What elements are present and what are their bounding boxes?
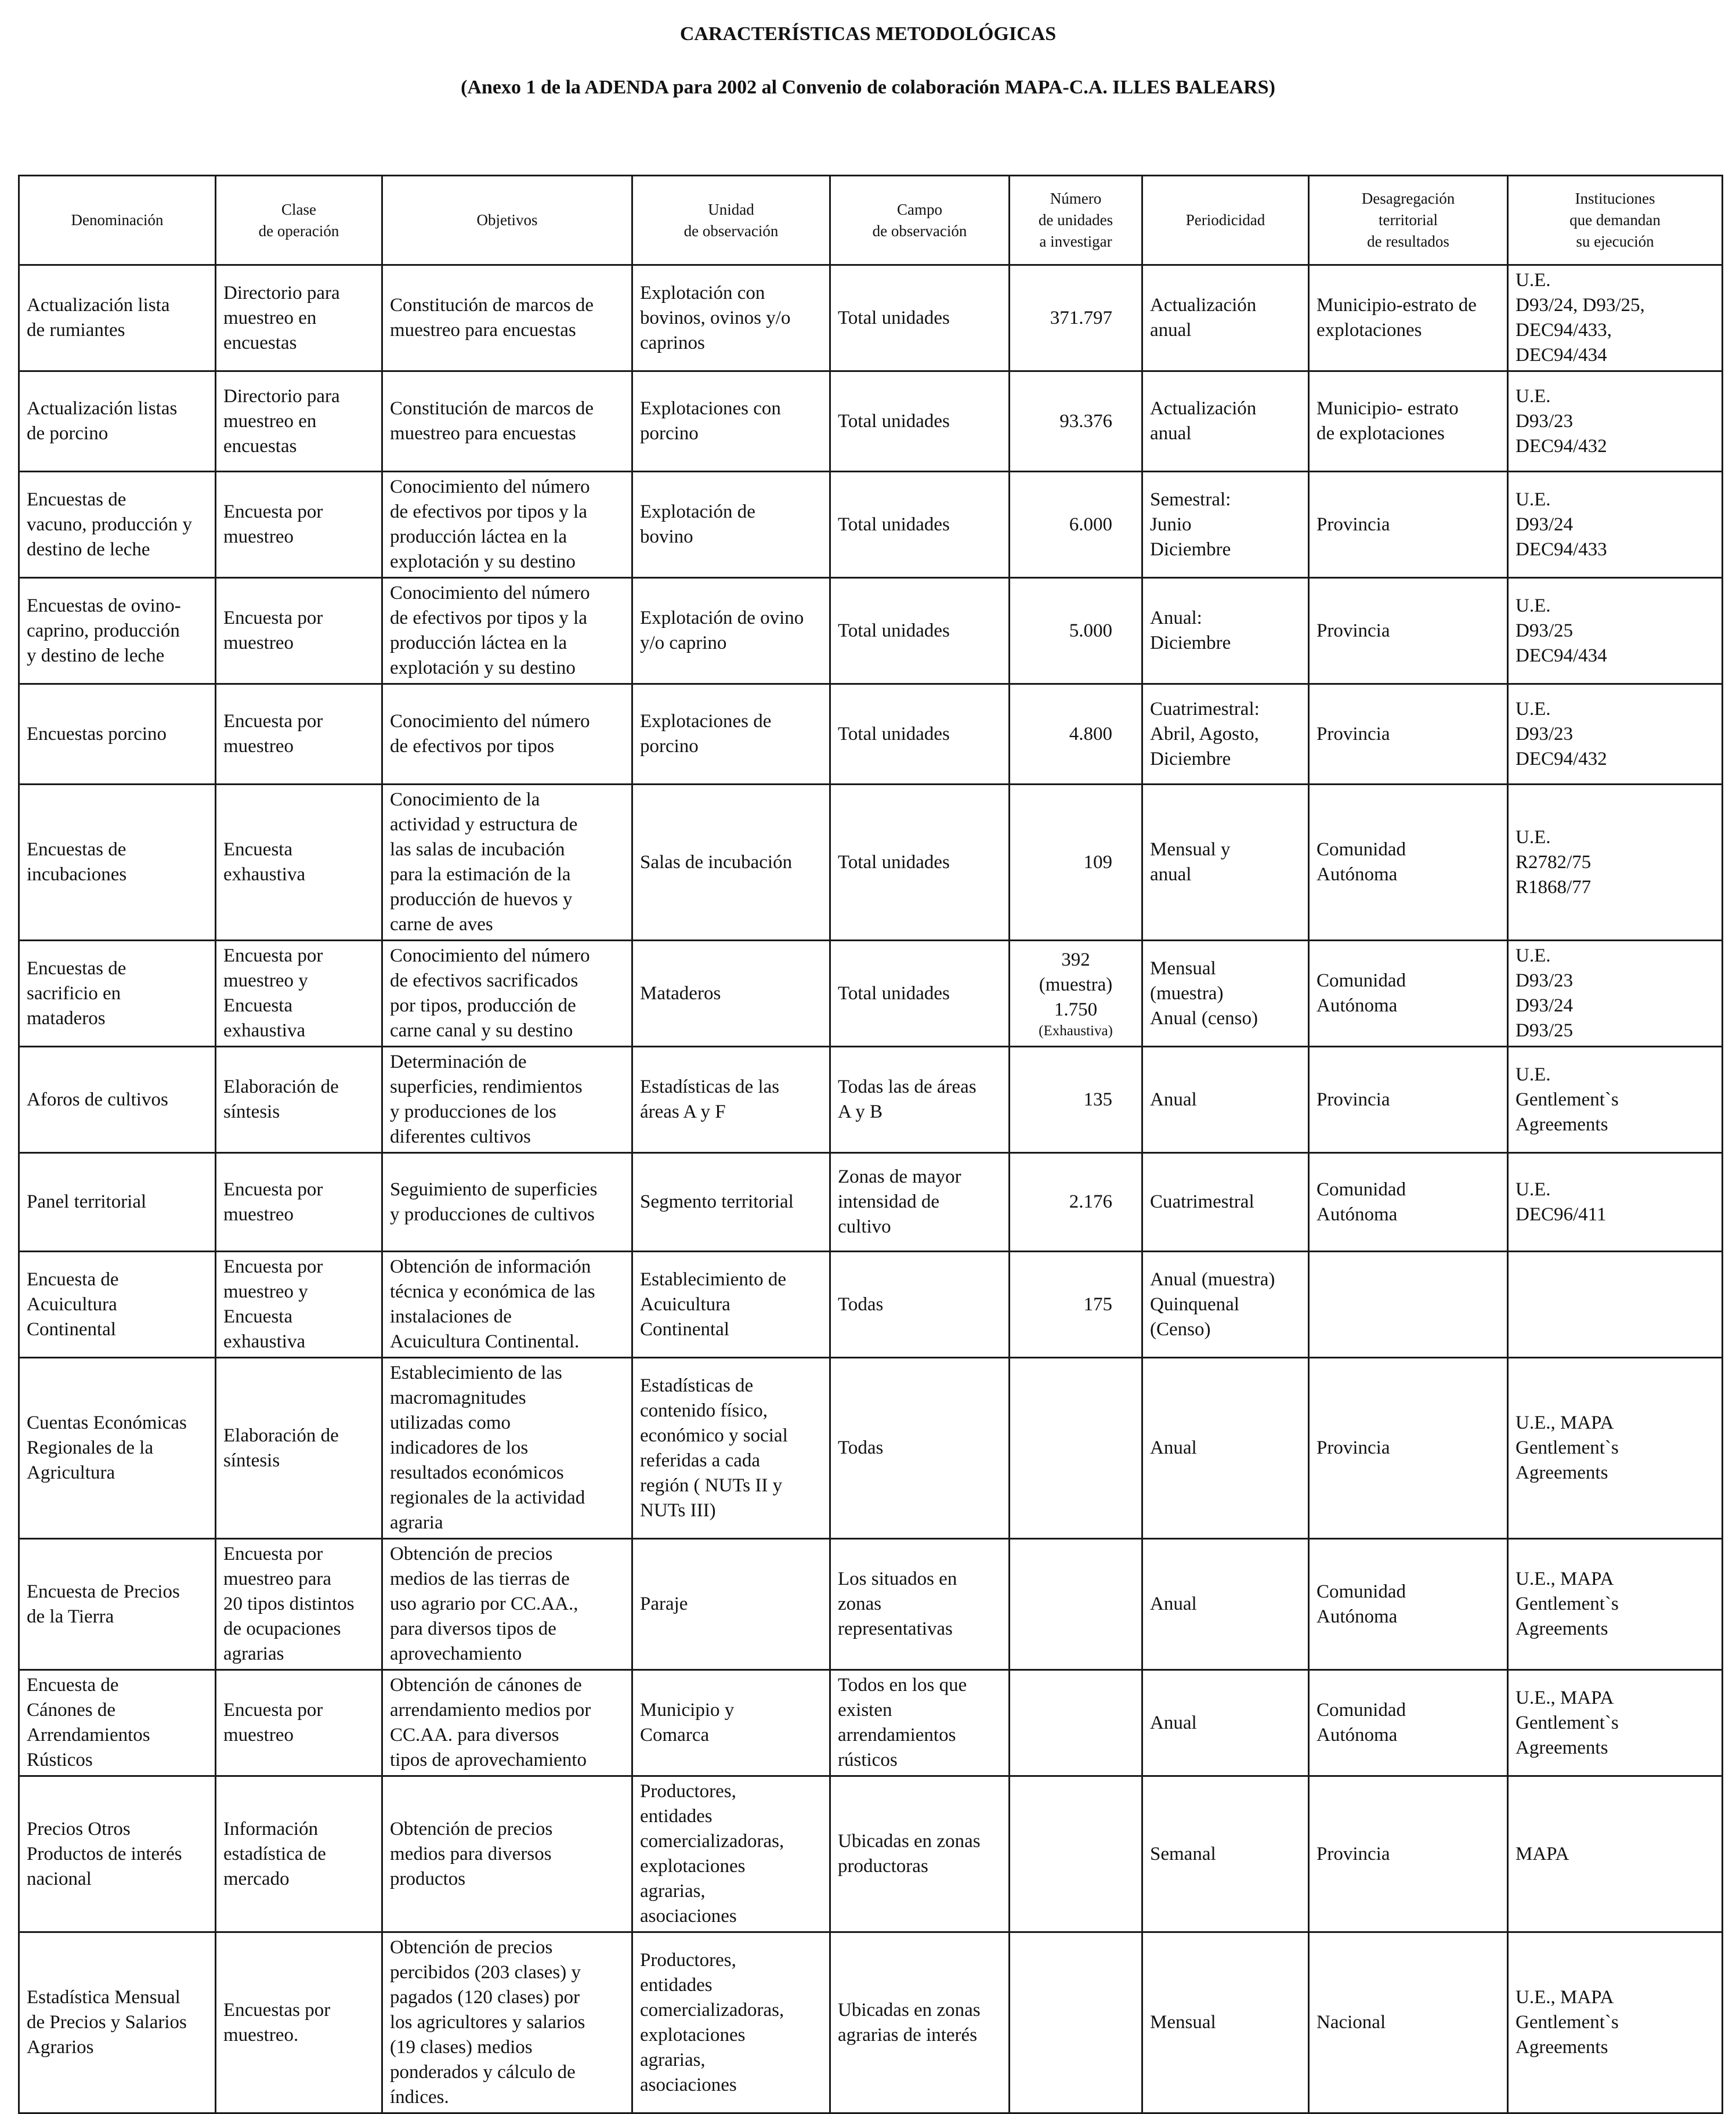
- cell-objetivos: Seguimiento de superficies y producciones de cultivos: [382, 1153, 632, 1252]
- cell-periodicidad: Semestral: Junio Diciembre: [1142, 472, 1309, 578]
- cell-instituciones: U.E. D93/24, D93/25, DEC94/433, DEC94/434: [1508, 265, 1723, 371]
- cell-clase-operacion: Encuesta por muestreo para 20 tipos distintos de ocupaciones agrarias: [216, 1539, 382, 1670]
- cell-clase-operacion: Encuesta por muestreo: [216, 1670, 382, 1776]
- cell-numero-unidades: [1010, 1670, 1142, 1776]
- cell-numero-unidades: [1010, 941, 1142, 1047]
- cell-denominacion: Precios Otros Productos de interés nacional: [19, 1776, 216, 1932]
- cell-periodicidad: Mensual y anual: [1142, 785, 1309, 941]
- cell-desagregacion-territorial: Comunidad Autónoma: [1309, 1153, 1508, 1252]
- cell-denominacion: Encuestas de sacrificio en mataderos: [19, 941, 216, 1047]
- cell-desagregacion-territorial: Municipio-estrato de explotaciones: [1309, 265, 1508, 371]
- column-header-desagregacion-territorial: Desagregación territorial de resultados: [1309, 176, 1508, 265]
- cell-periodicidad: Anual (muestra) Quinquenal (Censo): [1142, 1252, 1309, 1358]
- cell-periodicidad: Cuatrimestral: [1142, 1153, 1309, 1252]
- cell-denominacion: Encuestas de ovino- caprino, producción y destino de leche: [19, 578, 216, 684]
- cell-campo-observacion: Zonas de mayor intensidad de cultivo: [830, 1153, 1010, 1252]
- document-title: CARACTERÍSTICAS METODOLÓGICAS: [679, 23, 1057, 45]
- cell-periodicidad: Actualización anual: [1142, 265, 1309, 371]
- cell-numero-unidades: 371.797: [1010, 265, 1142, 371]
- cell-denominacion: Encuestas de incubaciones: [19, 785, 216, 941]
- cell-instituciones: MAPA: [1508, 1776, 1723, 1932]
- cell-numero-unidades: 2.176: [1010, 1153, 1142, 1252]
- cell-periodicidad: Cuatrimestral: Abril, Agosto, Diciembre: [1142, 684, 1309, 785]
- cell-denominacion: Encuestas de vacuno, producción y destino de leche: [19, 472, 216, 578]
- cell-instituciones: U.E. D93/23 DEC94/432: [1508, 371, 1723, 472]
- cell-desagregacion-territorial: Provincia: [1309, 578, 1508, 684]
- cell-instituciones: U.E., MAPA Gentlement`s Agreements: [1508, 1358, 1723, 1539]
- cell-periodicidad: Actualización anual: [1142, 371, 1309, 472]
- cell-desagregacion-territorial: Provincia: [1309, 684, 1508, 785]
- cell-unidad-observacion: Explotación de ovino y/o caprino: [632, 578, 830, 684]
- cell-instituciones: U.E. D93/25 DEC94/434: [1508, 578, 1723, 684]
- cell-denominacion: Aforos de cultivos: [19, 1047, 216, 1153]
- cell-numero-unidades: 175: [1010, 1252, 1142, 1358]
- cell-denominacion: Estadística Mensual de Precios y Salarios Agrarios: [19, 1932, 216, 2113]
- table-row: [19, 1153, 1723, 1252]
- cell-numero-unidades: [1010, 1776, 1142, 1932]
- cell-numero-unidades: 5.000: [1010, 578, 1142, 684]
- cell-campo-observacion: Total unidades: [830, 941, 1010, 1047]
- cell-campo-observacion: Ubicadas en zonas productoras: [830, 1776, 1010, 1932]
- cell-denominacion: Cuentas Económicas Regionales de la Agricultura: [19, 1358, 216, 1539]
- cell-instituciones: U.E. DEC96/411: [1508, 1153, 1723, 1252]
- cell-objetivos: Obtención de precios medios de las tierras de uso agrario por CC.AA., para diversos tipos de aprovechamiento: [382, 1539, 632, 1670]
- cell-unidad-observacion: Explotaciones de porcino: [632, 684, 830, 785]
- cell-campo-observacion: Ubicadas en zonas agrarias de interés: [830, 1932, 1010, 2113]
- table-row: [19, 1932, 1723, 2113]
- cell-campo-observacion: Total unidades: [830, 684, 1010, 785]
- cell-periodicidad: Anual: [1142, 1670, 1309, 1776]
- cell-unidad-observacion: Segmento territorial: [632, 1153, 830, 1252]
- cell-periodicidad: Anual: [1142, 1539, 1309, 1670]
- cell-unidad-observacion: Estadísticas de contenido físico, económico y social referidas a cada región ( NUTs II y NUTs III): [632, 1358, 830, 1539]
- cell-clase-operacion: Directorio para muestreo en encuestas: [216, 371, 382, 472]
- cell-instituciones: U.E. D93/23 DEC94/432: [1508, 684, 1723, 785]
- table-row: [19, 1047, 1723, 1153]
- cell-campo-observacion: Todas: [830, 1358, 1010, 1539]
- cell-objetivos: Conocimiento de la actividad y estructura de las salas de incubación para la estimación de la producción de huevos y carne de aves: [382, 785, 632, 941]
- cell-unidad-observacion: Municipio y Comarca: [632, 1670, 830, 1776]
- cell-unidad-observacion: Explotaciones con porcino: [632, 371, 830, 472]
- cell-campo-observacion: Los situados en zonas representativas: [830, 1539, 1010, 1670]
- cell-periodicidad: Mensual (muestra) Anual (censo): [1142, 941, 1309, 1047]
- table-row: [19, 941, 1723, 1047]
- cell-unidad-observacion: Mataderos: [632, 941, 830, 1047]
- cell-numero-unidades: [1010, 1358, 1142, 1539]
- table-row: [19, 785, 1723, 941]
- cell-objetivos: Establecimiento de las macromagnitudes utilizadas como indicadores de los resultados económicos regionales de la actividad agraria: [382, 1358, 632, 1539]
- cell-periodicidad: Mensual: [1142, 1932, 1309, 2113]
- table-row: [19, 1670, 1723, 1776]
- cell-unidad-observacion: Productores, entidades comercializadoras, explotaciones agrarias, asociaciones: [632, 1776, 830, 1932]
- cell-numero-unidades: [1010, 1539, 1142, 1670]
- cell-unidad-observacion: Salas de incubación: [632, 785, 830, 941]
- cell-clase-operacion: Elaboración de síntesis: [216, 1047, 382, 1153]
- cell-instituciones: U.E. Gentlement`s Agreements: [1508, 1047, 1723, 1153]
- cell-numero-unidades: 109: [1010, 785, 1142, 941]
- cell-campo-observacion: Todas: [830, 1252, 1010, 1358]
- cell-instituciones: [1508, 1252, 1723, 1358]
- cell-numero-unidades: 4.800: [1010, 684, 1142, 785]
- cell-instituciones: U.E. R2782/75 R1868/77: [1508, 785, 1723, 941]
- cell-clase-operacion: Encuesta por muestreo: [216, 684, 382, 785]
- cell-objetivos: Conocimiento del número de efectivos por tipos: [382, 684, 632, 785]
- cell-campo-observacion: Total unidades: [830, 371, 1010, 472]
- cell-instituciones: U.E., MAPA Gentlement`s Agreements: [1508, 1539, 1723, 1670]
- cell-clase-operacion: Encuesta por muestreo y Encuesta exhaustiva: [216, 1252, 382, 1358]
- cell-clase-operacion: Encuesta exhaustiva: [216, 785, 382, 941]
- column-header-clase-operacion: Clase de operación: [216, 176, 382, 265]
- cell-numero-unidades: 6.000: [1010, 472, 1142, 578]
- cell-unidad-observacion: Explotación de bovino: [632, 472, 830, 578]
- cell-objetivos: Conocimiento del número de efectivos por tipos y la producción láctea en la explotación y su destino: [382, 472, 632, 578]
- cell-clase-operacion: Encuesta por muestreo: [216, 1153, 382, 1252]
- cell-denominacion: Actualización lista de rumiantes: [19, 265, 216, 371]
- table-row: [19, 1776, 1723, 1932]
- cell-periodicidad: Anual: Diciembre: [1142, 578, 1309, 684]
- cell-objetivos: Obtención de precios percibidos (203 clases) y pagados (120 clases) por los agricultores y salarios (19 clases) medios ponderados y cálculo de índices.: [382, 1932, 632, 2113]
- column-header-objetivos: Objetivos: [382, 176, 632, 265]
- cell-campo-observacion: Total unidades: [830, 785, 1010, 941]
- cell-desagregacion-territorial: Comunidad Autónoma: [1309, 1539, 1508, 1670]
- table-row: [19, 472, 1723, 578]
- cell-objetivos: Conocimiento del número de efectivos sacrificados por tipos, producción de carne canal y su destino: [382, 941, 632, 1047]
- cell-numero-unidades: 93.376: [1010, 371, 1142, 472]
- column-header-instituciones: Instituciones que demandan su ejecución: [1508, 176, 1723, 265]
- cell-clase-operacion: Encuesta por muestreo: [216, 578, 382, 684]
- cell-campo-observacion: Todos en los que existen arrendamientos rústicos: [830, 1670, 1010, 1776]
- cell-instituciones: U.E., MAPA Gentlement`s Agreements: [1508, 1932, 1723, 2113]
- table-row: [19, 578, 1723, 684]
- cell-objetivos: Constitución de marcos de muestreo para encuestas: [382, 371, 632, 472]
- cell-objetivos: Constitución de marcos de muestreo para encuestas: [382, 265, 632, 371]
- cell-desagregacion-territorial: Provincia: [1309, 472, 1508, 578]
- cell-desagregacion-territorial: Nacional: [1309, 1932, 1508, 2113]
- cell-desagregacion-territorial: Comunidad Autónoma: [1309, 1670, 1508, 1776]
- cell-clase-operacion: Elaboración de síntesis: [216, 1358, 382, 1539]
- cell-number-note: (Exhaustiva): [1039, 1022, 1113, 1039]
- table-row: [19, 684, 1723, 785]
- cell-desagregacion-territorial: Provincia: [1309, 1358, 1508, 1539]
- cell-objetivos: Obtención de precios medios para diversos productos: [382, 1776, 632, 1932]
- cell-unidad-observacion: Paraje: [632, 1539, 830, 1670]
- cell-objetivos: Conocimiento del número de efectivos por tipos y la producción láctea en la explotación y su destino: [382, 578, 632, 684]
- cell-instituciones: U.E. D93/24 DEC94/433: [1508, 472, 1723, 578]
- cell-clase-operacion: Encuesta por muestreo y Encuesta exhaustiva: [216, 941, 382, 1047]
- cell-periodicidad: Anual: [1142, 1047, 1309, 1153]
- cell-unidad-observacion: Estadísticas de las áreas A y F: [632, 1047, 830, 1153]
- cell-denominacion: Actualización listas de porcino: [19, 371, 216, 472]
- methodology-table: [18, 175, 1723, 2114]
- cell-campo-observacion: Todas las de áreas A y B: [830, 1047, 1010, 1153]
- cell-campo-observacion: Total unidades: [830, 265, 1010, 371]
- cell-instituciones: U.E. D93/23 D93/24 D93/25: [1508, 941, 1723, 1047]
- cell-number-value: 392 (muestra) 1.750: [1039, 949, 1113, 1020]
- cell-denominacion: Encuesta de Cánones de Arrendamientos Rústicos: [19, 1670, 216, 1776]
- cell-unidad-observacion: Establecimiento de Acuicultura Continental: [632, 1252, 830, 1358]
- cell-clase-operacion: Directorio para muestreo en encuestas: [216, 265, 382, 371]
- cell-objetivos: Determinación de superficies, rendimientos y producciones de los diferentes cultivos: [382, 1047, 632, 1153]
- cell-objetivos: Obtención de cánones de arrendamiento medios por CC.AA. para diversos tipos de aprovechamiento: [382, 1670, 632, 1776]
- cell-denominacion: Encuestas porcino: [19, 684, 216, 785]
- table-row: [19, 371, 1723, 472]
- cell-clase-operacion: Encuestas por muestreo.: [216, 1932, 382, 2113]
- table-row: [19, 265, 1723, 371]
- column-header-campo-observacion: Campo de observación: [830, 176, 1010, 265]
- cell-desagregacion-territorial: [1309, 1252, 1508, 1358]
- cell-numero-unidades: [1010, 1932, 1142, 2113]
- cell-unidad-observacion: Explotación con bovinos, ovinos y/o caprinos: [632, 265, 830, 371]
- cell-instituciones: U.E., MAPA Gentlement`s Agreements: [1508, 1670, 1723, 1776]
- table-row: [19, 1358, 1723, 1539]
- column-header-periodicidad: Periodicidad: [1142, 176, 1309, 265]
- cell-objetivos: Obtención de información técnica y económica de las instalaciones de Acuicultura Continental.: [382, 1252, 632, 1358]
- cell-denominacion: Panel territorial: [19, 1153, 216, 1252]
- table-row: [19, 1252, 1723, 1358]
- cell-desagregacion-territorial: Provincia: [1309, 1047, 1508, 1153]
- cell-campo-observacion: Total unidades: [830, 578, 1010, 684]
- cell-unidad-observacion: Productores, entidades comercializadoras, explotaciones agrarias, asociaciones: [632, 1932, 830, 2113]
- document-subtitle: (Anexo 1 de la ADENDA para 2002 al Convenio de colaboración MAPA-C.A. ILLES BALEARS): [461, 77, 1275, 98]
- column-header-numero-unidades: Número de unidades a investigar: [1010, 176, 1142, 265]
- table-header-row: [19, 176, 1723, 265]
- cell-desagregacion-territorial: Comunidad Autónoma: [1309, 941, 1508, 1047]
- cell-denominacion: Encuesta de Precios de la Tierra: [19, 1539, 216, 1670]
- cell-denominacion: Encuesta de Acuicultura Continental: [19, 1252, 216, 1358]
- cell-desagregacion-territorial: Comunidad Autónoma: [1309, 785, 1508, 941]
- cell-periodicidad: Semanal: [1142, 1776, 1309, 1932]
- cell-numero-unidades: 135: [1010, 1047, 1142, 1153]
- column-header-denominacion: Denominación: [19, 176, 216, 265]
- cell-desagregacion-territorial: Provincia: [1309, 1776, 1508, 1932]
- cell-campo-observacion: Total unidades: [830, 472, 1010, 578]
- cell-clase-operacion: Encuesta por muestreo: [216, 472, 382, 578]
- cell-periodicidad: Anual: [1142, 1358, 1309, 1539]
- table-row: [19, 1539, 1723, 1670]
- column-header-unidad-observacion: Unidad de observación: [632, 176, 830, 265]
- cell-clase-operacion: Información estadística de mercado: [216, 1776, 382, 1932]
- cell-desagregacion-territorial: Municipio- estrato de explotaciones: [1309, 371, 1508, 472]
